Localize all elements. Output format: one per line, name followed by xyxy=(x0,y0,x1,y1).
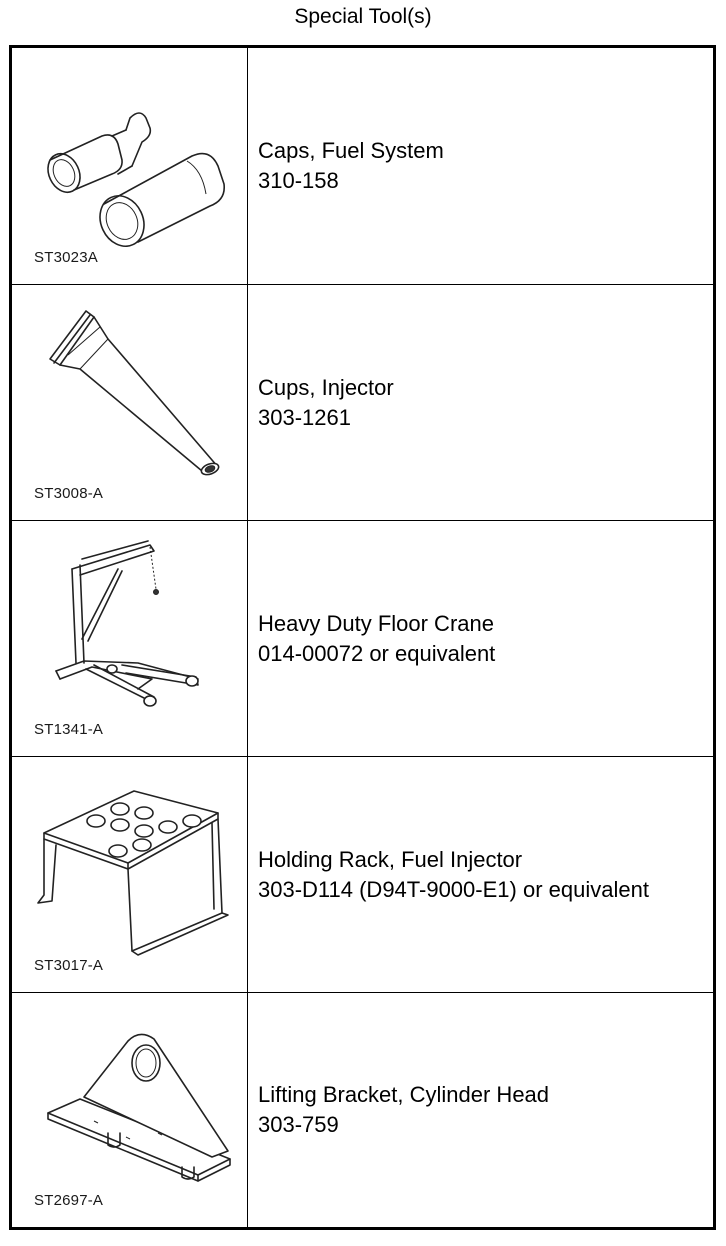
tool-name: Holding Rack, Fuel Injector xyxy=(258,846,523,872)
table-row xyxy=(12,284,713,520)
image-code: ST1341-A xyxy=(34,721,104,738)
tool-number: 310-158 xyxy=(258,168,339,193)
tool-image-cell xyxy=(12,757,248,992)
tool-name: Caps, Fuel System xyxy=(258,138,444,163)
image-code: ST2697-A xyxy=(34,1192,104,1209)
injector-holding-rack-icon xyxy=(22,765,237,955)
tool-description xyxy=(258,521,713,756)
special-tools-table xyxy=(9,45,716,1230)
image-code: ST3023A xyxy=(34,249,98,266)
tool-name: Lifting Bracket, Cylinder Head xyxy=(258,1082,550,1107)
tool-number: 303-1261 xyxy=(258,404,351,430)
tool-name: Heavy Duty Floor Crane xyxy=(258,610,494,636)
tool-image-cell xyxy=(12,521,248,756)
tool-description xyxy=(258,285,713,520)
tool-image-cell xyxy=(12,285,248,520)
tool-description xyxy=(258,993,713,1227)
image-code: ST3017-A xyxy=(34,957,104,974)
injector-cup-icon xyxy=(22,293,237,483)
page-title: Special Tool(s) xyxy=(294,5,432,28)
fuel-system-caps-icon xyxy=(22,56,237,246)
table-row xyxy=(12,992,713,1227)
tool-number: 303-759 xyxy=(258,1112,339,1137)
image-code: ST3008-A xyxy=(34,485,104,502)
tool-image-cell xyxy=(12,993,248,1227)
table-row xyxy=(12,520,713,756)
tool-number: 014-00072 or equivalent xyxy=(258,640,496,666)
table-row xyxy=(12,756,713,992)
tool-image-cell xyxy=(12,48,248,284)
floor-crane-icon xyxy=(22,529,237,719)
tool-number: 303-D114 (D94T-9000-E1) or equivalent xyxy=(258,876,649,902)
tool-description xyxy=(258,48,713,284)
lifting-bracket-icon xyxy=(22,1001,237,1191)
table-row xyxy=(12,48,713,284)
tool-name: Cups, Injector xyxy=(258,374,394,400)
tool-description xyxy=(258,757,713,992)
